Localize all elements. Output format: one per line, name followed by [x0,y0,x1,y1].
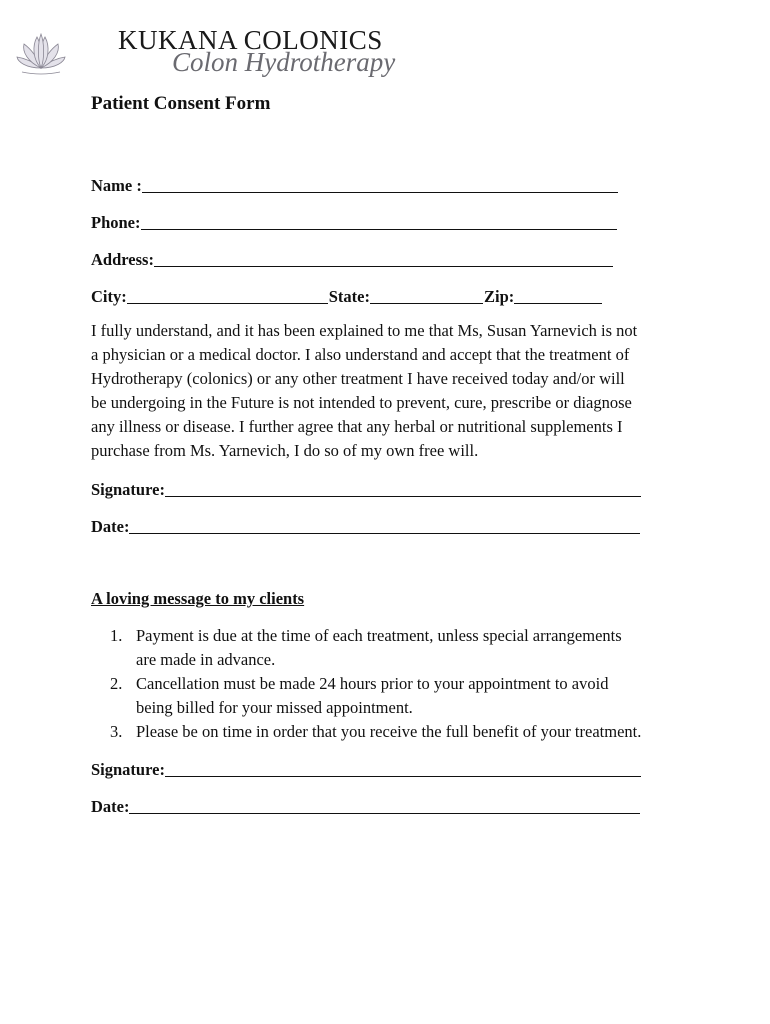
state-label: State: [328,287,370,306]
signature-line[interactable] [165,761,641,777]
list-item-number: 3. [110,722,123,741]
list-item-text: are made in advance. [136,650,276,669]
list-item-text: Please be on time in order that you receive the full benefit of your treatment. [136,722,642,741]
message-signature-field[interactable] [91,758,641,780]
client-rules-list [110,624,641,744]
phone-field[interactable] [91,211,617,233]
list-item-text: Payment is due at the time of each treatment, unless special arrangements [136,626,622,645]
brand-name: KUKANA COLONICS [118,25,383,55]
consent-line: Hydrotherapy (colonics) or any other treatment I have received today and/or will [91,369,625,388]
zip-line[interactable] [514,288,602,304]
name-label: Name : [91,176,142,195]
zip-label: Zip: [483,287,515,306]
signature-label: Signature: [91,480,165,499]
consent-line: I fully understand, and it has been explained to me that Ms, Susan Yarnevich is not [91,321,638,340]
list-item [110,672,641,720]
city-state-zip-field[interactable] [91,285,602,307]
list-item-number: 1. [110,626,123,645]
consent-line: purchase from Ms. Yarnevich, I do so of my own free will. [91,441,479,460]
name-field[interactable] [91,174,618,196]
list-item-text: being billed for your missed appointment. [136,698,413,717]
date-label: Date: [91,797,130,816]
state-line[interactable] [370,288,483,304]
list-item-number: 2. [110,674,123,693]
date-line[interactable] [129,798,640,814]
list-item [110,624,641,672]
signature-line[interactable] [165,481,641,497]
consent-date-field[interactable] [91,515,640,537]
signature-label: Signature: [91,760,165,779]
address-line[interactable] [154,251,613,267]
consent-line: be undergoing in the Future is not intended to prevent, cure, prescribe or diagnose [91,393,632,412]
address-label: Address: [91,250,154,269]
lotus-flower-icon [16,32,66,76]
consent-signature-field[interactable] [91,478,641,500]
phone-line[interactable] [141,214,617,230]
city-line[interactable] [127,288,328,304]
city-label: City: [91,287,127,306]
phone-label: Phone: [91,213,141,232]
date-label: Date: [91,517,130,536]
brand-tagline: Colon Hydrotherapy [172,47,396,77]
list-item [110,720,641,744]
date-line[interactable] [129,518,640,534]
address-field[interactable] [91,248,613,270]
consent-line: any illness or disease. I further agree that any herbal or nutritional supplements I [91,417,623,436]
consent-paragraph [91,319,691,463]
consent-line: a physician or a medical doctor. I also understand and accept that the treatment of [91,345,630,364]
list-item-text: Cancellation must be made 24 hours prior to your appointment to avoid [136,674,609,693]
page-title: Patient Consent Form [91,93,271,114]
message-date-field[interactable] [91,795,640,817]
message-heading: A loving message to my clients [91,589,305,608]
name-line[interactable] [142,177,618,193]
